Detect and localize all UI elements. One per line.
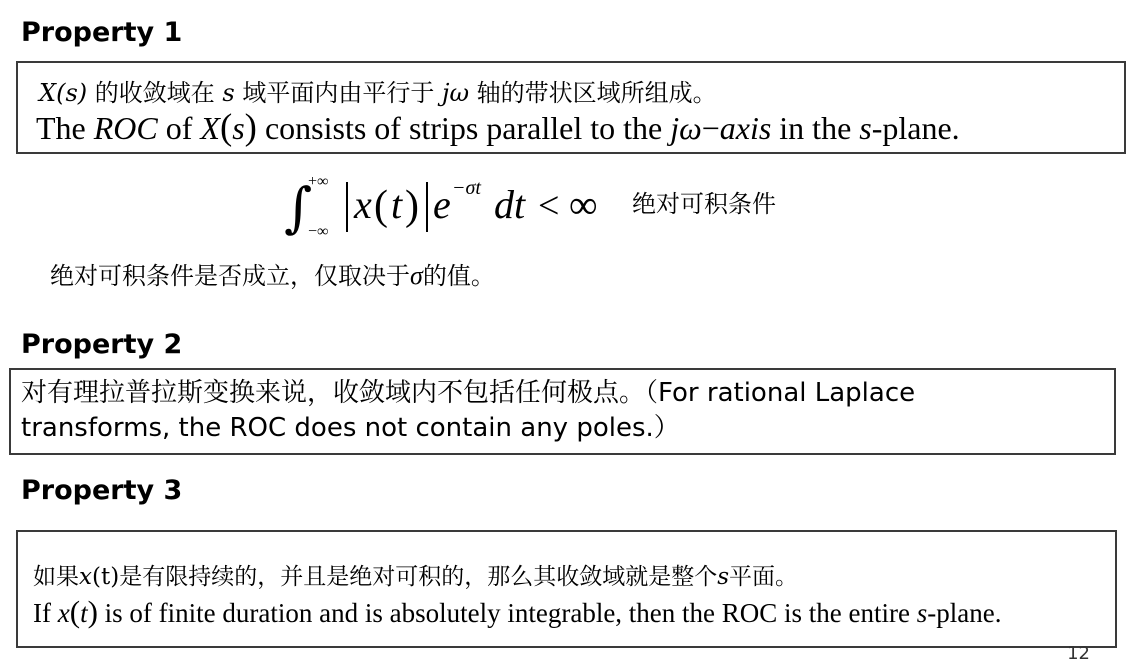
property-2-heading: Property 2 (21, 329, 183, 360)
formula-exponent: −σt (452, 177, 481, 199)
property-3-en-text: If x(t) is of finite duration and is absolutely integrable, then the ROC is the entire s-plane. (33, 594, 1002, 629)
property-1-box (16, 61, 1126, 154)
integral-sign: ∫ (284, 176, 313, 239)
formula-infinity: ∞ (569, 182, 598, 227)
condition-note: 绝对可积条件是否成立，仅取决于σ的值。 (50, 261, 495, 290)
property-3-box (16, 530, 1117, 648)
formula-less-than: < (538, 185, 560, 227)
paren-left: ( (374, 183, 388, 229)
integrability-label: 绝对可积条件 (632, 190, 776, 218)
page-number: 12 (1067, 643, 1090, 664)
paren-right: ) (405, 183, 419, 229)
formula-t: t (391, 182, 403, 227)
property-1-heading: Property 1 (21, 17, 183, 48)
property-3-heading: Property 3 (21, 475, 183, 506)
formula-dt: dt (494, 182, 526, 227)
upper-limit: +∞ (308, 173, 329, 190)
formula-e: e (433, 182, 451, 227)
property-2-line-2: transforms, the ROC does not contain any poles.） (21, 413, 680, 443)
absolute-integrability-formula (282, 168, 622, 240)
property-1-cn-text: X(s) 的收敛域在 s 域平面内由平行于 jω 轴的带状区域所组成。 (39, 79, 717, 107)
lower-limit: −∞ (308, 223, 329, 240)
property-3-cn-text: 如果x(t)是有限持续的，并且是绝对可积的，那么其收敛域就是整个s平面。 (33, 564, 798, 590)
formula-x: x (354, 182, 372, 227)
property-1-en-text: The ROC of X(s) consists of strips parallel to the jω−axis in the s-plane. (36, 106, 960, 147)
property-2-line-1: 对有理拉普拉斯变换来说，收敛域内不包括任何极点。（For rational Laplace (21, 378, 916, 408)
property-2-box (9, 368, 1116, 455)
